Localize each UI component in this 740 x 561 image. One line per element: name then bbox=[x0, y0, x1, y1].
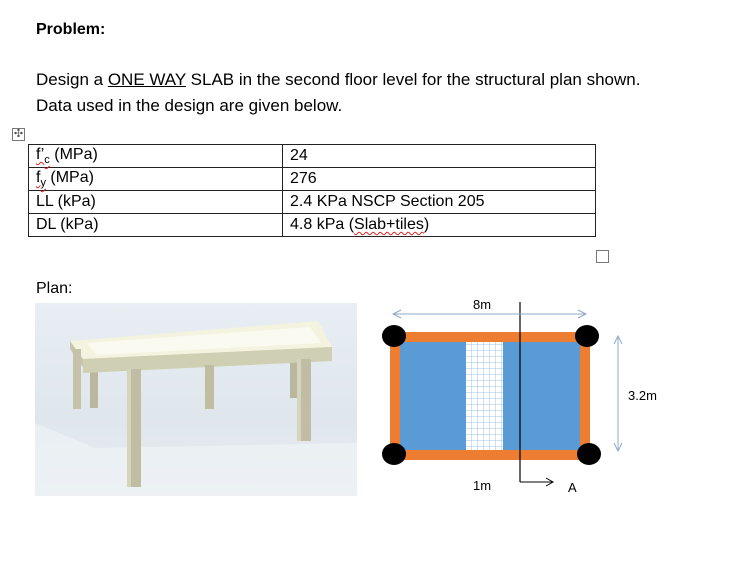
fc-symbol: f’ bbox=[36, 145, 45, 163]
problem-heading: Problem: bbox=[36, 21, 106, 38]
design-strip bbox=[466, 342, 503, 450]
dim-strip-text: 1m bbox=[473, 478, 492, 493]
dl-value-squig: Slab+tiles bbox=[354, 216, 424, 233]
column-top-left bbox=[382, 325, 406, 347]
dim-top-text: 8m bbox=[473, 297, 492, 312]
table-cell-value: 2.4 KPa NSCP Section 205 bbox=[283, 191, 596, 214]
table-cell-value: 276 bbox=[283, 168, 596, 191]
table-row bbox=[29, 168, 596, 191]
table-cell-label: DL (kPa) bbox=[29, 214, 283, 237]
problem-statement bbox=[36, 67, 736, 119]
structural-plan-diagram bbox=[375, 296, 675, 502]
table-cell-label bbox=[29, 168, 283, 191]
fy-symbol: f bbox=[36, 168, 41, 186]
structure-3d-render bbox=[35, 303, 357, 496]
table-row bbox=[29, 191, 596, 214]
table-cell-value bbox=[283, 214, 596, 237]
four-arrows-move-icon[interactable]: ✣ bbox=[13, 128, 24, 140]
table-cell-label bbox=[29, 145, 283, 168]
column-bottom-left bbox=[382, 443, 406, 465]
dl-value-pre: 4.8 kPa ( bbox=[290, 216, 355, 233]
statement-line1-pre: Design a bbox=[36, 70, 108, 89]
table-cell-label: LL (kPa) bbox=[29, 191, 283, 214]
section-mark-text: A bbox=[568, 480, 577, 495]
fy-unit: (MPa) bbox=[45, 168, 94, 186]
dim-right-text: 3.2m bbox=[628, 388, 657, 403]
table-row bbox=[29, 214, 596, 237]
plan-label: Plan: bbox=[36, 280, 73, 297]
column-bottom-right bbox=[577, 443, 601, 465]
table-row bbox=[29, 145, 596, 168]
fy-subscript: y bbox=[40, 177, 46, 190]
design-data-table bbox=[28, 144, 596, 237]
table-resize-icon[interactable] bbox=[596, 250, 609, 263]
statement-line2: Data used in the design are given below. bbox=[36, 96, 343, 115]
plan-svg bbox=[375, 296, 675, 502]
one-way-link[interactable]: ONE WAY bbox=[107, 70, 186, 89]
fc-subscript: c bbox=[44, 154, 50, 167]
table-cell-value: 24 bbox=[283, 145, 596, 168]
dl-value-post: ) bbox=[423, 216, 430, 233]
structure-3d-image bbox=[35, 303, 357, 496]
fc-unit: (MPa) bbox=[49, 145, 98, 163]
column-top-right bbox=[575, 325, 599, 347]
statement-line1-post: SLAB in the second floor level for the structural plan shown. bbox=[185, 70, 641, 89]
